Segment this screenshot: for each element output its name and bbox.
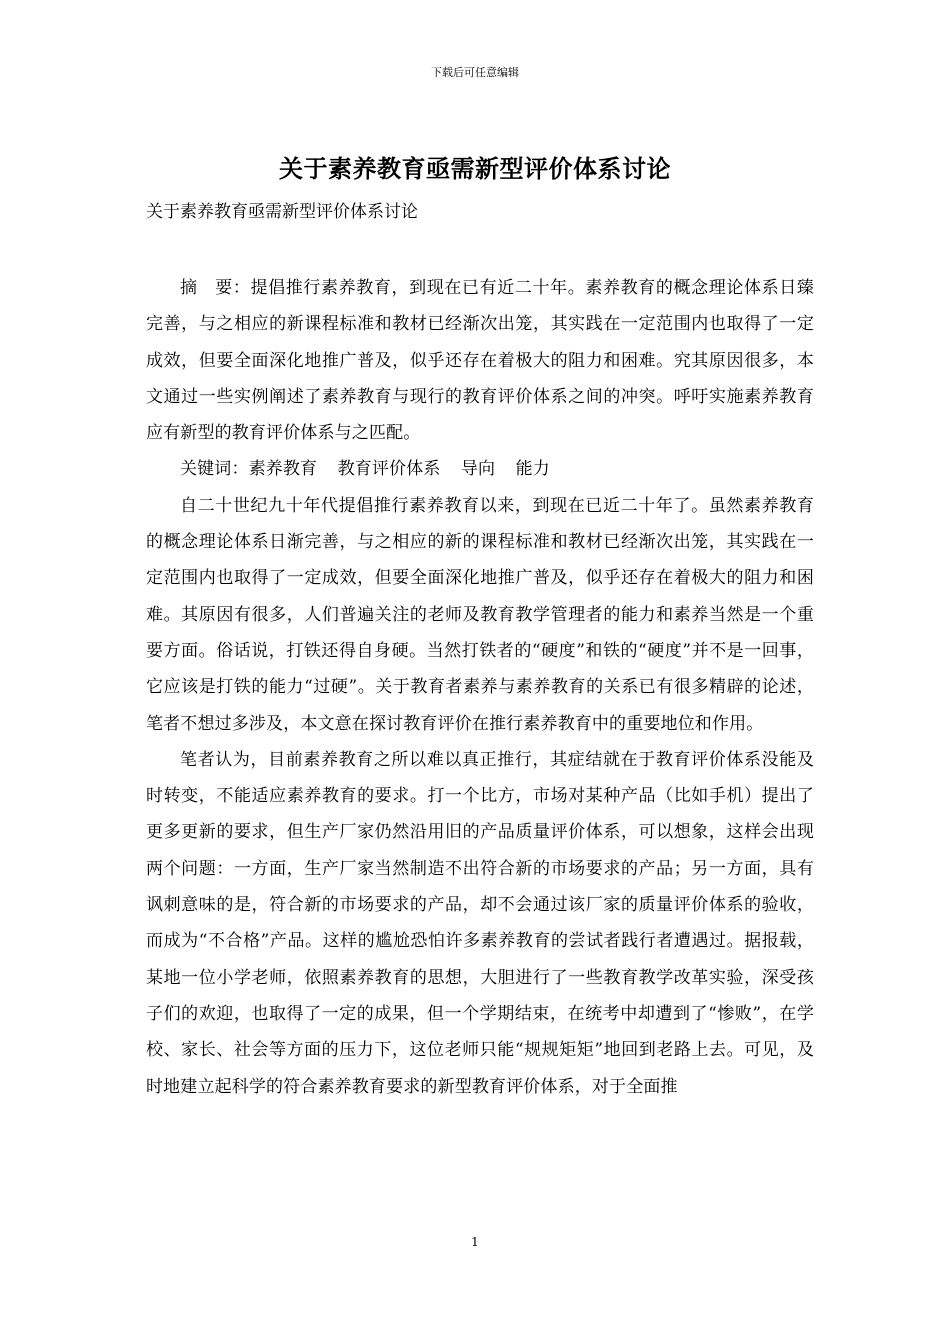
keyword-item: 能力 [515, 459, 550, 480]
header-note: 下载后可任意编辑 [431, 66, 519, 79]
keyword-item: 教育评价体系 [337, 459, 441, 480]
keyword-item: 导向 [460, 459, 496, 480]
document-subtitle: 关于素养教育亟需新型评价体系讨论 [146, 202, 418, 222]
body-paragraph: 自二十世纪九十年代提倡推行素养教育以来，到现在已近二十年了。虽然素养教育的概念理论体系日渐完善，与之相应的新的课程标准和教材已经渐次出笼，其实践在一定范围内也取得了一定成效，但要全面深化地推广普及，似乎还存在着极大的阻力和困难。其原因有很多，人们普遍关注的老师及教育教学管理者的能力和素养当然是一个重要方面。俗话说，打铁还得自身硬。当然打铁者的“硬度”和铁的“硬度”并不是一回事，它应该是打铁的能力“过硬”。关于教育者素养与素养教育的关系已有很多精辟的论述，笔者不想过多涉及，本文意在探讨教育评价在推行素养教育中的重要地位和作用。 [146, 495, 814, 734]
keywords-line [146, 451, 814, 487]
abstract-paragraph: 摘 要：提倡推行素养教育，到现在已有近二十年。素养教育的概念理论体系日臻完善，与之相应的新课程标准和教材已经渐次出笼，其实践在一定范围内也取得了一定成效，但要全面深化地推广普及，似乎还存在着极大的阻力和困难。究其原因很多，本文通过一些实例阐述了素养教育与现行的教育评价体系之间的冲突。呼吁实施素养教育应有新型的教育评价体系与之匹配。 [146, 278, 814, 444]
keywords-label: 关键词： [180, 459, 249, 480]
document-title: 关于素养教育亟需新型评价体系讨论 [279, 154, 671, 183]
document-body [146, 270, 814, 1105]
page-number: 1 [471, 1235, 479, 1249]
keyword-item: 素养教育 [248, 459, 318, 480]
body-paragraph: 笔者认为，目前素养教育之所以难以真正推行，其症结就在于教育评价体系没能及时转变，不能适应素养教育的要求。打一个比方，市场对某种产品（比如手机）提出了更多更新的要求，但生产厂家仍然沿用旧的产品质量评价体系，可以想象，这样会出现两个问题：一方面，生产厂家当然制造不出符合新的市场要求的产品；另一方面，具有讽刺意味的是，符合新的市场要求的产品，却不会通过该厂家的质量评价体系的验收，而成为“不合格”产品。这样的尴尬恐怕许多素养教育的尝试者践行者遭遇过。据报载，某地一位小学老师，依照素养教育的思想，大胆进行了一些教育教学改革实验，深受孩子们的欢迎，也取得了一定的成果，但一个学期结束，在统考中却遭到了“惨败”，在学校、家长、社会等方面的压力下，这位老师只能“规规矩矩”地回到老路上去。可见，及时地建立起科学的符合素养教育要求的新型教育评价体系，对于全面推 [146, 749, 814, 1097]
